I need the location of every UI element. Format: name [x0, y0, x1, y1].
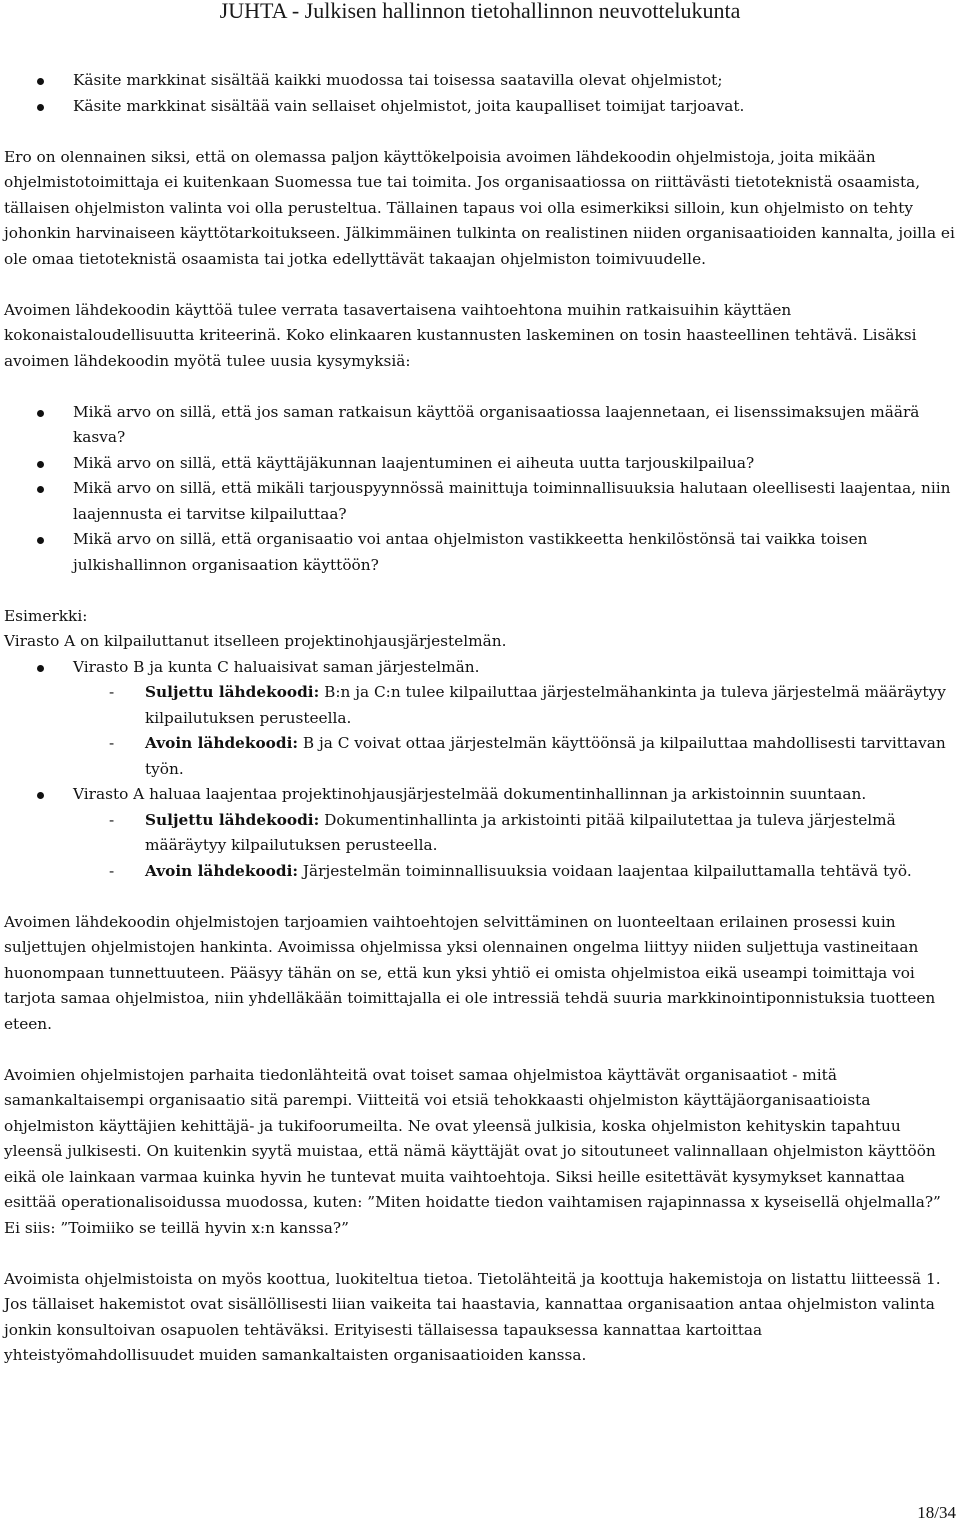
sub-item-label: Suljettu lähdekoodi: [145, 810, 320, 829]
list-item-text: Virasto B ja kunta C haluaisivat saman järjestelmän. [73, 657, 480, 676]
sub-list-item [4, 731, 956, 782]
sub-list [73, 808, 956, 885]
list-item: Mikä arvo on sillä, että jos saman ratkaisun käyttöä organisaatiossa laajennetaan, ei lisenssimaksujen määrä kasva? [4, 400, 956, 451]
sub-item-text: Dokumentinhallinta ja arkistointi pitää kilpailutettaa ja tuleva järjestelmä määräytyy kilpailutuksen perusteella. [145, 810, 896, 854]
market-definitions-list [4, 68, 956, 119]
dash-marker: - [109, 734, 115, 752]
example-list [4, 655, 956, 885]
paragraph: Avoimen lähdekoodin käyttöä tulee verrata tasavertaisena vaihtoehtona muihin ratkaisuihin käyttäen kokonaistaloudellisuutta kriteerinä. Koko elinkaaren kustannusten laskeminen on tosin haasteellinen tehtävä. Lisäksi avoimen lähdekoodin myötä tulee uusia kysymyksiä: [4, 300, 917, 370]
paragraph: Avoimien ohjelmistojen parhaita tiedonlähteitä ovat toiset samaa ohjelmistoa käyttävät organisaatiot - mitä samankaltaisempi organisaatio sitä parempi. Viitteitä voi etsiä tehokkaasti ohjelmiston käyttäjäorganisaatioista ohjelmiston käyttäjien kehittäjä- ja tukifoorumeilta. Ne ovat yleensä julkisia, koska ohjelmiston kehityskin tapahtuu yleensä julkisesti. On kuitenkin syytä muistaa, että nämä käyttäjät ovat jo sitoutuneet valinnallaan ohjelmiston käyttöön eikä ole lainkaan varmaa kuinka hyvin he tuntevat muita vaihtoehtoja. Siksi heille esitettävät kysymykset kannattaa esittää operationalisoidussa muodossa, kuten: ”Miten hoidatte tiedon vaihtamisen rajapinnassa x kyseisellä ohjelmalla?” Ei siis: ”Toimiiko se teillä hyvin x:n kanssa?” [4, 1065, 941, 1237]
page-header: JUHTA - Julkisen hallinnon tietohallinnon neuvottelukunta [219, 0, 741, 23]
sub-item-text: B:n ja C:n tulee kilpailuttaa järjestelmähankinta ja tuleva järjestelmä määräytyy kilpailutuksen perusteella. [145, 683, 946, 727]
sub-item-label: Avoin lähdekoodi: [145, 734, 299, 752]
paragraph: Ero on olennainen siksi, että on olemassa paljon käyttökelpoisia avoimen lähdekoodin ohjelmistoja, joita mikään ohjelmistotoimittaja ei kuitenkaan Suomessa tue tai toimita. Jos organisaatiossa on riittävästi tietoteknistä osaamista, tällaisen ohjelmiston valinta voi olla perusteltua. Tällainen tapaus voi olla esimerkiksi silloin, kun ohjelmisto on tehty johonkin harvinaiseen käyttötarkoitukseen. Jälkimmäinen tulkinta on realistinen niiden organisaatioiden kannalta, joilla ei ole omaa tietoteknistä osaamista tai jotka edellyttävät takaajan ohjelmiston toimivuudelle. [4, 147, 955, 268]
sub-item-label: Suljettu lähdekoodi: [145, 683, 320, 701]
sub-list-item [4, 808, 956, 859]
sub-list-item [4, 859, 956, 885]
sub-item-text: B ja C voivat ottaa järjestelmän käyttöönsä ja kilpailuttaa mahdollisesti tarvittavan työn. [145, 734, 946, 778]
list-item: Mikä arvo on sillä, että organisaatio voi antaa ohjelmiston vastikkeetta henkilöstönsä tai vaikka toisen julkishallinnon organisaation käyttöön? [4, 527, 956, 578]
page-number: 18/34 [917, 1503, 956, 1522]
example-heading: Esimerkki: [4, 606, 88, 625]
list-item: Käsite markkinat sisältää vain sellaiset ohjelmistot, joita kaupalliset toimijat tarjoavat. [4, 94, 956, 120]
list-item [4, 655, 956, 783]
list-item-text: Virasto A haluaa laajentaa projektinohjausjärjestelmää dokumentinhallinnan ja arkistoinnin suuntaan. [73, 785, 867, 803]
questions-list [4, 400, 956, 579]
list-item [4, 782, 956, 884]
dash-marker: - [109, 683, 115, 701]
dash-marker: - [109, 861, 115, 880]
example-intro: Virasto A on kilpailuttanut itselleen projektinohjausjärjestelmän. [4, 632, 507, 650]
sub-item-label: Avoin lähdekoodi: [145, 861, 299, 880]
list-item: Mikä arvo on sillä, että käyttäjäkunnan laajentuminen ei aiheuta uutta tarjouskilpailua? [4, 451, 956, 477]
dash-marker: - [109, 810, 115, 829]
paragraph: Avoimen lähdekoodin ohjelmistojen tarjoamien vaihtoehtojen selvittäminen on luonteeltaan erilainen prosessi kuin suljettujen ohjelmistojen hankinta. Avoimissa ohjelmissa yksi olennainen ongelma liittyy niiden suljettuja vastineitaan huonompaan tunnettuuteen. Pääsyy tähän on se, että kun yksi yhtiö ei omista ohjelmistoa eikä useampi toimittaja voi tarjota samaa ohjelmistoa, niin yhdelläkään toimittajalla ei ole intressiä tehdä suuria markkinointiponnistuksia tuotteen eteen. [4, 912, 936, 1033]
sub-list [73, 680, 956, 782]
paragraph: Avoimista ohjelmistoista on myös koottua, luokiteltua tietoa. Tietolähteitä ja koottuja hakemistoja on listattu liitteessä 1. Jos tällaiset hakemistot ovat sisällöllisesti liian vaikeita tai haastavia, kannattaa organisaation antaa ohjelmiston valinta jonkin konsultoivan osapuolen tehtäväksi. Erityisesti tällaisessa tapauksessa kannattaa kartoittaa yhteistyömahdollisuudet muiden samankaltaisten organisaatioiden kanssa. [4, 1269, 941, 1364]
sub-item-text: Järjestelmän toiminnallisuuksia voidaan laajentaa kilpailuttamalla tehtävä työ. [298, 861, 912, 880]
list-item: Käsite markkinat sisältää kaikki muodossa tai toisessa saatavilla olevat ohjelmistot; [4, 68, 956, 94]
sub-list-item [4, 680, 956, 731]
list-item: Mikä arvo on sillä, että mikäli tarjouspyynnössä mainittuja toiminnallisuuksia halutaan oleellisesti laajentaa, niin laajennusta ei tarvitse kilpailuttaa? [4, 476, 956, 527]
document-body [4, 68, 956, 1369]
